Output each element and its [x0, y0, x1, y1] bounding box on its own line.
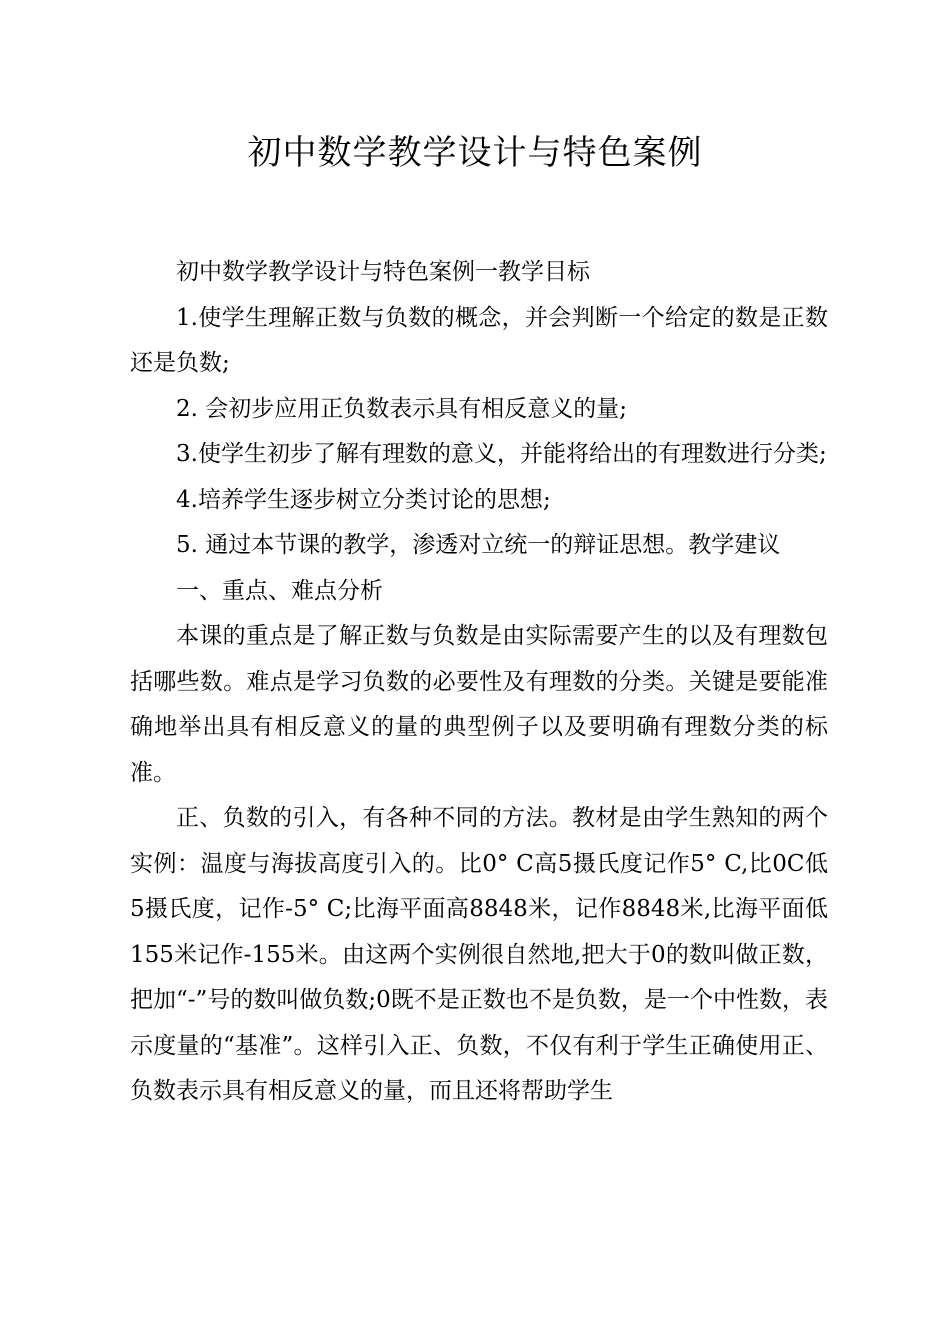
paragraph-goal-3: 3.使学生初步了解有理数的意义，并能将给出的有理数进行分类;	[176, 441, 827, 467]
paragraph-goal-1: 1.使学生理解正数与负数的概念，并会判断一个给定的数是正数还是负数;	[130, 304, 828, 376]
paragraph-introduction: 正、负数的引入，有各种不同的方法。教材是由学生熟知的两个实例：温度与海拔高度引入的。比0° C高5摄氏度记作5° C,比0C低5摄氏度，记作-5° C;比海平面高8848米，记作8848米,比海平面低155米记作-155米。由这两个实例很自然地,把大于0的数叫做正数，把加“-”号的数叫做负数;0既不是正数也不是负数，是一个中性数，表示度量的“基准”。这样引入正、负数，不仅有利于学生正确使用正、负数表示具有相反意义的量，而且还将帮助学生	[130, 805, 828, 1104]
paragraph-subheading: 一、重点、难点分析	[176, 577, 383, 604]
document-title: 初中数学教学设计与特色案例	[247, 133, 703, 173]
paragraph-goal-2: 2. 会初步应用正负数表示具有相反意义的量;	[176, 395, 628, 422]
document-body	[130, 250, 828, 1115]
paragraph-section-heading: 初中数学教学设计与特色案例一教学目标	[176, 259, 590, 285]
paragraph-goal-5: 5. 通过本节课的教学，渗透对立统一的辩证思想。教学建议	[176, 532, 781, 558]
paragraph-goal-4: 4.培养学生逐步树立分类讨论的思想;	[176, 486, 551, 513]
paragraph-key-points: 本课的重点是了解正数与负数是由实际需要产生的以及有理数包括哪些数。难点是学习负数的必要性及有理数的分类。关键是要能准确地举出具有相反意义的量的典型例子以及要明确有理数分类的标准。	[130, 623, 828, 786]
